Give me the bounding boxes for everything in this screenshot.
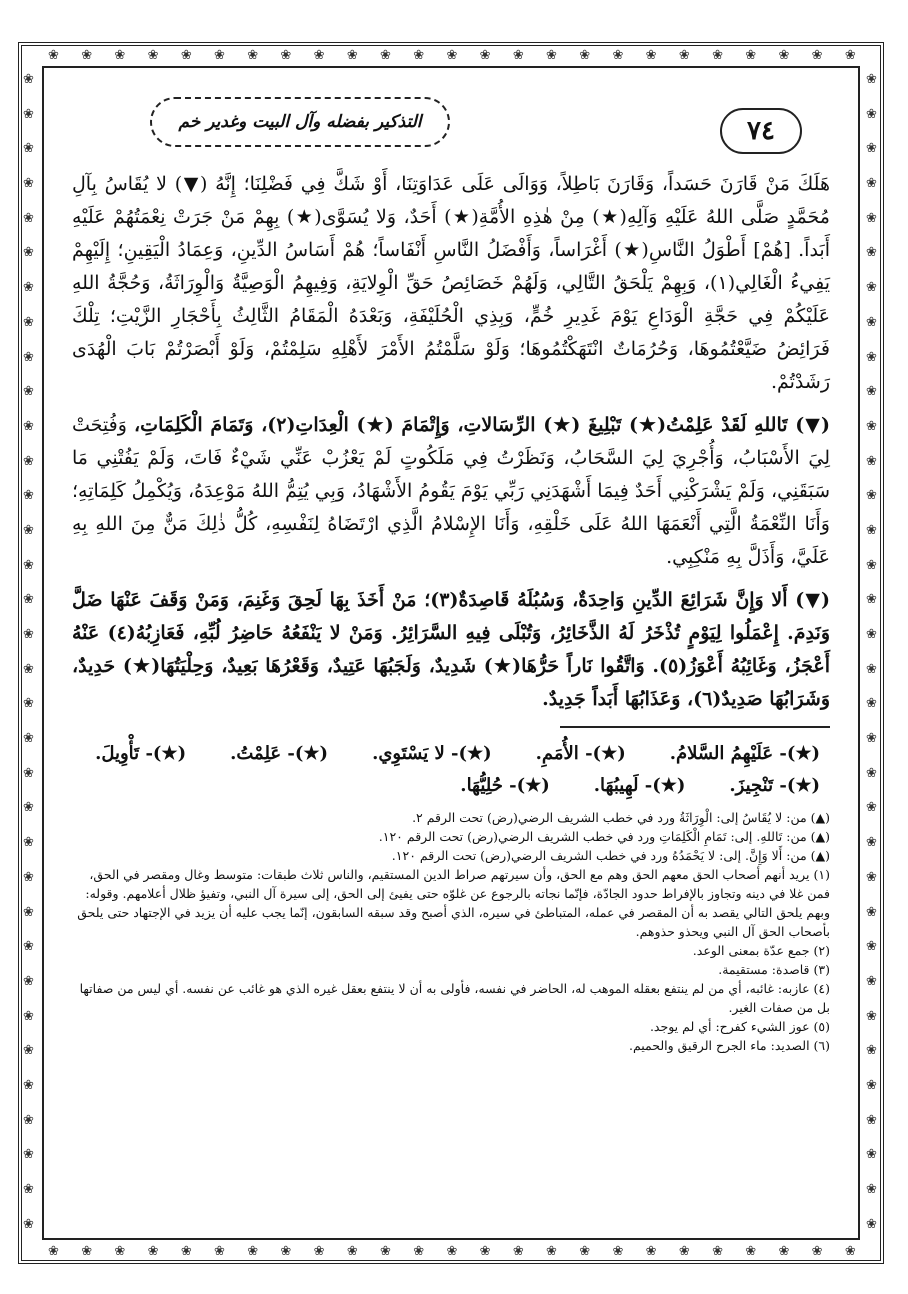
page-number [720, 108, 802, 154]
top-ornament-row: ❀ ❀ ❀ ❀ ❀ ❀ ❀ ❀ ❀ ❀ ❀ ❀ ❀ ❀ ❀ ❀ ❀ ❀ ❀ ❀ ❀ ❀ ❀ ❀ ❀ [48, 48, 856, 63]
paragraph-2-lead: (▼) تَاللهِ لَقَدْ عَلِمْتُ(★) تَبْلِيغَ (★) الرِّسَالاتِ، وَإِتْمَامَ (★) الْعِدَاتِ(٢)، وَتَمَامَ الْكَلِمَاتِ، [134, 414, 830, 436]
paragraph-3-lead: (▼) أَلا وَإِنَّ شَرَائِعَ الدِّينِ وَاحِدَةٌ، وَسُبُلَهُ قَاصِدَةٌ(٣)؛ مَنْ أَخَذَ بِهَا لَحِقَ وَغَنِمَ، وَمَنْ وَقَفَ عَنْهَا ضَلَّ وَنَدِمَ. إِعْمَلُوا لِيَوْمٍ تُذْخَرُ لَهُ الذَّخَائِرُ، وَتُبْلَى فِيهِ السَّرَائِرُ. وَمَنْ لا يَنْفَعُهُ حَاضِرُ لُبِّهِ، فَعَازِبُهُ(٤) عَنْهُ أَعْجَزُ، وَغَائِبُهُ أَعْوَزُ(٥). وَاتَّقُوا نَاراً حَرُّهَا(★) شَدِيدٌ، وَلَجَبُهَا عَتِيدٌ، وَقَعْرُهَا بَعِيدٌ، وَحِلْيَتُهَا(★) حَدِيدٌ، وَشَرَابُهَا صَدِيدٌ(٦)، وَعَذَابُهَا أَبَداً جَدِيدٌ. [72, 589, 831, 710]
variant-reading: (★)- لا يَسْتَوِي. [372, 743, 492, 764]
footnote: (١) يريد أنهم أصحاب الحق معهم الحق وهم مع الحق، وأن سيرتهم صراط الدين المستقيم، والناس ثلاث طبقات: متوسط وغال ومقصر في الحق، فمن غلا في دينه وتجاوز بالإفراط حدود الجادّة، فإنّما نجاته بالرجوع عن غلوّه حتى يفيئ إلى الحق، إلى سيرة آل النبي، وتفيؤ ظلال أعلامهم. وقوله: وبهم يلحق التالي يقصد به أن المقصر في عمله، المتباطئ في سيره، الذي أصبح وقد سبقه السابقون، إنّما يجب عليه أن يزيد في الإجتهاد حتى يلحق بأصحاب الحق آل النبي ويحذو حذوهم. [77, 867, 830, 939]
page-number-text: ٧٤ [747, 116, 775, 146]
footnote-separator [560, 726, 830, 728]
variant-reading: (★)- لَهِيبُهَا. [593, 775, 686, 796]
paragraph-2 [72, 409, 830, 574]
right-ornament-column: ❀ ❀ ❀ ❀ ❀ ❀ ❀ ❀ ❀ ❀ ❀ ❀ ❀ ❀ ❀ ❀ ❀ ❀ ❀ ❀ ❀ ❀ ❀ ❀ ❀ ❀ ❀ ❀ ❀ ❀ ❀ ❀ ❀ ❀ [866, 72, 877, 1232]
variant-reading: (★)- تَنْجِيزَ. [729, 775, 820, 796]
variant-reading: (★)- عَلِمْتُ. [230, 743, 329, 764]
footnotes [72, 808, 830, 1055]
footnote: (٥) عوز الشيء كفرح: أي لم يوجد. [649, 1019, 830, 1034]
page-content [72, 168, 830, 1055]
paragraph-1-text: هَلَكَ مَنْ قَارَنَ حَسَداً، وَقَارَنَ بَاطِلاً، وَوَالَى عَلَى عَدَاوَتِنَا، أَوْ شَكَّ فِي فَضْلِنَا؛ إِنَّهُ (▼) لا يُقَاسُ بِآلِ مُحَمَّدٍ صَلَّى اللهُ عَلَيْهِ وَآلِهِ(★) مِنْ هٰذِهِ الأُمَّةِ(★) أَحَدٌ، وَلا يُسَوَّى(★) بِهِمْ مَنْ جَرَتْ نِعْمَتُهُمْ عَلَيْهِ أَبَداً. [هُمْ] أَطْوَلُ النَّاسِ(★) أَغْرَاساً، وَأَفْضَلُ النَّاسِ أَنْفَاساً؛ هُمْ أَسَاسُ الدِّينِ، وَعِمَادُ الْيَقِينِ؛ إِلَيْهِمْ يَفِيءُ الْغَالِي(١)، وَبِهِمْ يَلْحَقُ التَّالِي، وَلَهُمْ خَصَائِصُ حَقِّ الْوِلايَةِ، وَفِيهِمُ الْوَصِيَّةُ وَالْوِرَاثَةُ، وَحُجَّةُ اللهِ عَلَيْكُمْ فِي حَجَّةِ الْوَدَاعِ يَوْمَ غَدِيرِ خُمٍّ، وَبِذِي الْحُلَيْفَةِ، وَبَعْدَهُ الْمَقَامُ الثَّالِثُ بِأَحْجَارِ الزَّيْتِ؛ تِلْكَ فَرَائِضُ ضَيَّعْتُمُوهَا، وَحُرُمَاتٌ انْتَهَكْتُمُوهَا؛ وَلَوْ سَلَّمْتُمُ الأَمْرَ لأَهْلِهِ سَلِمْتُمْ، وَلَوْ أَبْصَرْتُمْ بَابَ الْهُدَى رَشَدْتُمْ. [72, 173, 830, 393]
footnote: (٤) عازبه: غائبه، أي من لم ينتفع بعقله الموهب له، الحاضر في نفسه، فأولى به أن لا ينتفع بعقل غيره الذي هو غائب عن نفسه. أي ليس من صفاتها بل من صفات الغير. [79, 981, 830, 1015]
paragraph-3 [72, 584, 830, 716]
footnote: (▲) من: أَلا وَإِنَّ. إلى: لا يَحْمَدُهُ ورد في خطب الشريف الرضي(رض) تحت الرقم ١٢٠. [391, 848, 830, 863]
variant-reading: (★)- الأُمَمِ. [535, 743, 626, 764]
bottom-ornament-row: ❀ ❀ ❀ ❀ ❀ ❀ ❀ ❀ ❀ ❀ ❀ ❀ ❀ ❀ ❀ ❀ ❀ ❀ ❀ ❀ ❀ ❀ ❀ ❀ ❀ [48, 1244, 856, 1259]
footnote: (٦) الصديد: ماء الجرح الرقيق والحميم. [628, 1038, 830, 1053]
paragraph-2-text: وَفُتِحَتْ لِيَ الأَسْبَابُ، وَأُجْرِيَ لِيَ السَّحَابُ، وَنَظَرْتُ فِي مَلَكُوتٍ لَمْ يَعْزُبْ عَنِّي شَيْءٌ فَاتَ، وَلَمْ يَفُتْنِي مَا سَبَقَنِي، وَلَمْ يَشْرَكْنِي أَحَدٌ فِيمَا أَشْهَدَنِي رَبِّي يَوْمَ يَقُومُ الأَشْهَادُ، وَبِي يُتِمُّ اللهُ مَوْعِدَهُ، وَيُكْمِلُ كَلِمَاتِهِ؛ وَأَنَا النِّعْمَةُ الَّتِي أَنْعَمَهَا اللهُ عَلَى خَلْقِهِ، وَأَنَا الإِسْلامُ الَّذِي ارْتَضَاهُ لِنَفْسِهِ، كُلُّ ذٰلِكَ مَنٌّ مِنَ اللهِ بِهِ عَلَيَّ، وَأَذَلَّ بِهِ مَنْكِبِي. [72, 414, 830, 568]
footnote: (▲) من: تَاللهِ. إلى: تَمَامِ الْكَلِمَاتِ ورد في خطب الشريف الرضي(رض) تحت الرقم ١٢٠. [378, 829, 830, 844]
chapter-title-text: التذكير بفضله وآل البيت وغدير خم [178, 112, 422, 132]
left-ornament-column: ❀ ❀ ❀ ❀ ❀ ❀ ❀ ❀ ❀ ❀ ❀ ❀ ❀ ❀ ❀ ❀ ❀ ❀ ❀ ❀ ❀ ❀ ❀ ❀ ❀ ❀ ❀ ❀ ❀ ❀ ❀ ❀ ❀ ❀ [23, 72, 34, 1232]
footnote: (▲) من: لا يُقَاسُ إلى: الْوِرَاثَةُ ورد في خطب الشريف الرضي(رض) تحت الرقم ٢. [412, 810, 830, 825]
variant-reading: (★)- عَلَيْهِمُ السَّلامُ. [669, 743, 820, 764]
variant-reading: (★)- تَأْوِيلَ. [95, 743, 187, 764]
paragraph-1 [72, 168, 830, 399]
variant-readings [72, 738, 820, 802]
footnote: (٣) قاصدة: مستقيمة. [718, 962, 830, 977]
footnote: (٢) جمع عدّة بمعنى الوعد. [692, 943, 830, 958]
variant-reading: (★)- حُلِيُّهَا. [460, 775, 550, 796]
chapter-title [150, 97, 450, 147]
